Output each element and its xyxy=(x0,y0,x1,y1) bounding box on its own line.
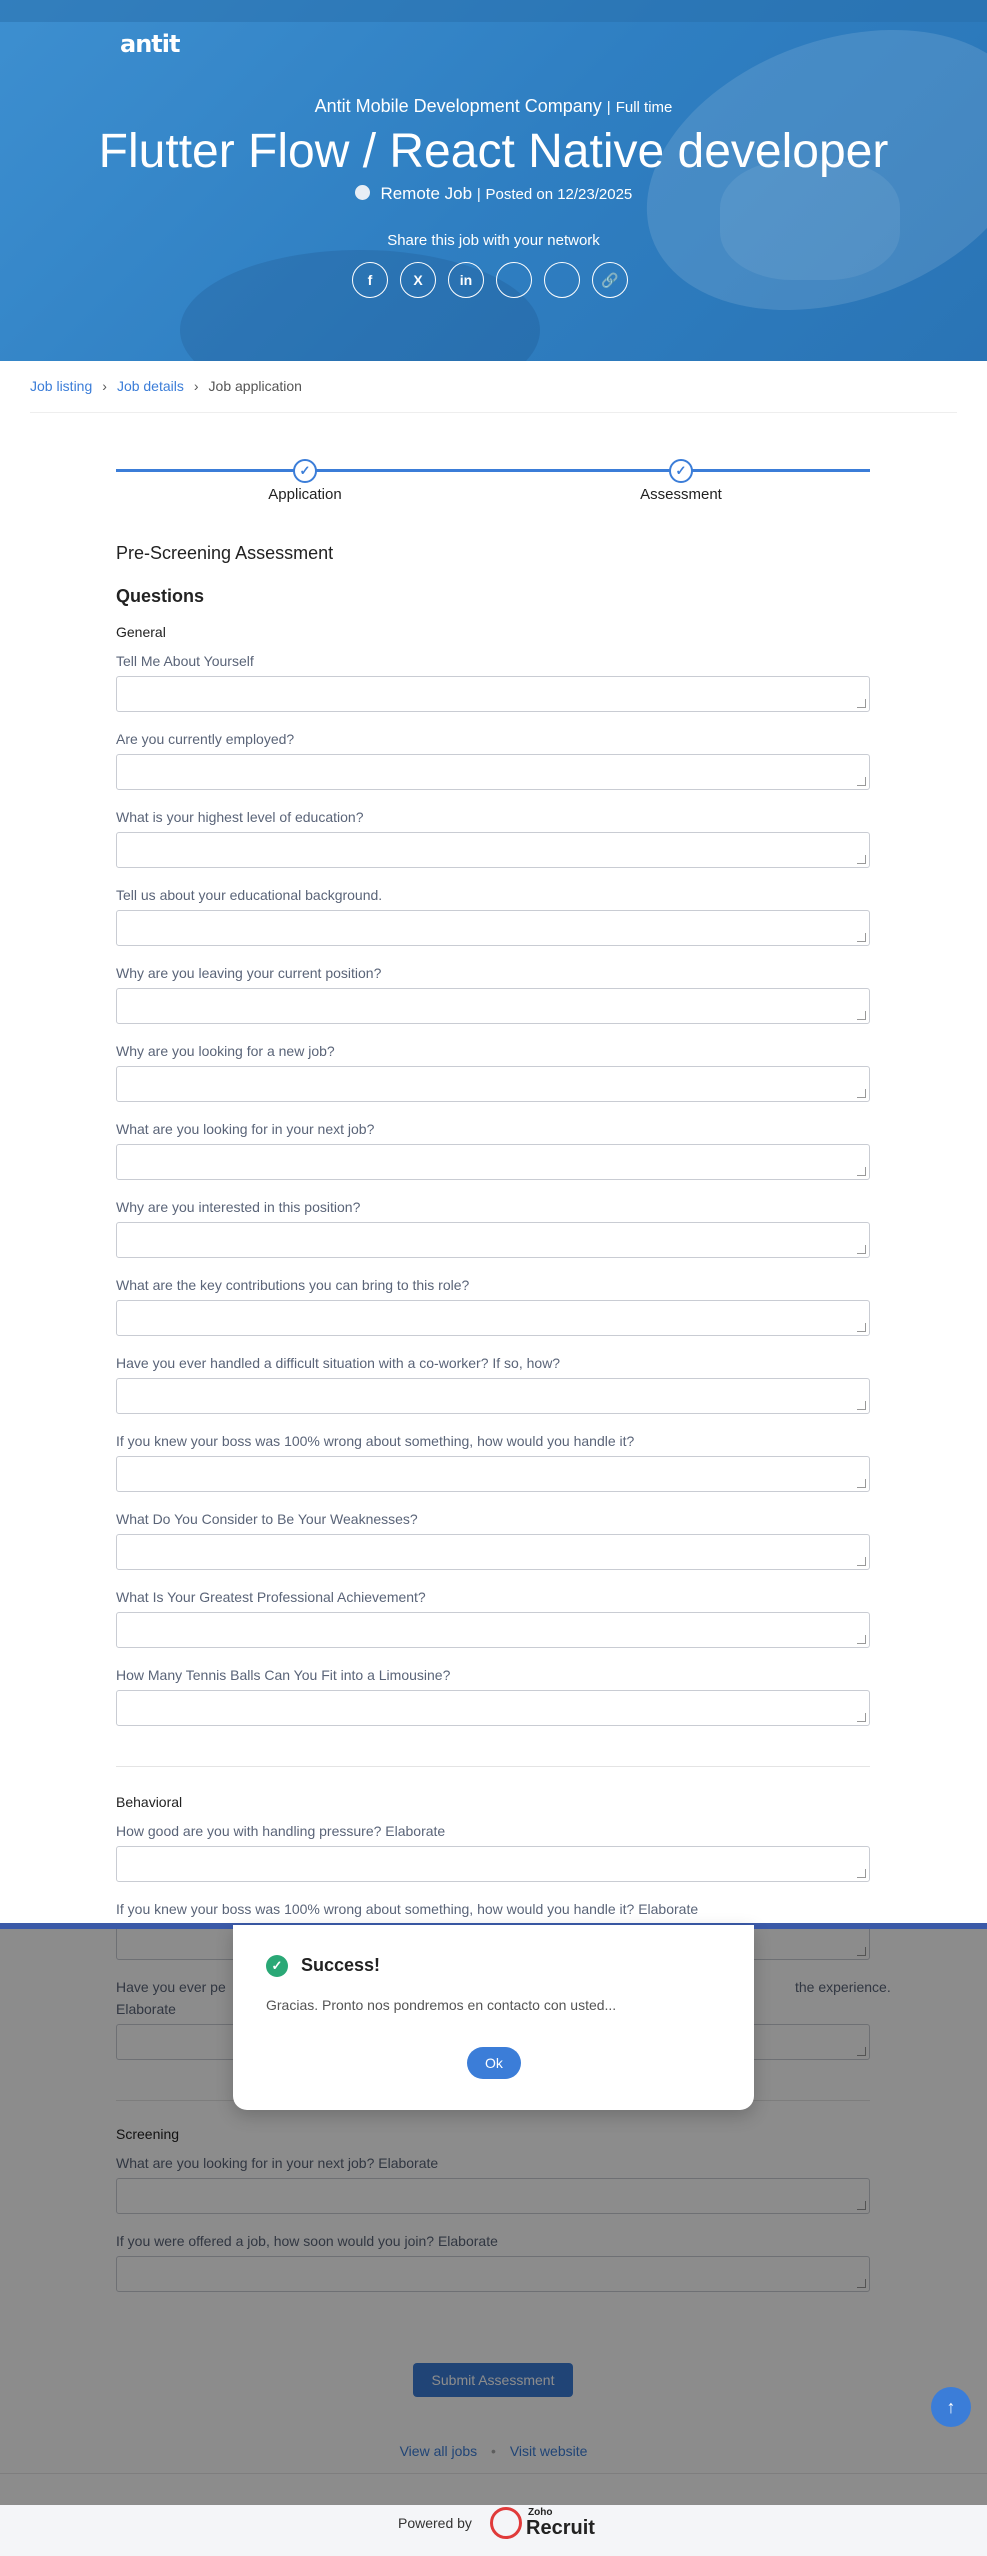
question-label: What are the key contributions you can bring to this role? xyxy=(116,1277,470,1293)
answer-textarea[interactable] xyxy=(116,910,870,946)
x-twitter-icon[interactable]: X xyxy=(400,262,436,298)
globe-icon xyxy=(355,185,370,200)
group-behavioral: Behavioral xyxy=(116,1794,183,1810)
question-label: Tell Me About Yourself xyxy=(116,653,254,669)
share-buttons xyxy=(352,262,636,298)
answer-textarea[interactable] xyxy=(116,676,870,712)
separator: | xyxy=(476,186,481,203)
question-label: Why are you looking for a new job? xyxy=(116,1043,335,1059)
question-label: What is your highest level of education? xyxy=(116,809,364,825)
job-location: Remote Job xyxy=(380,184,473,203)
employment-type: Full time xyxy=(615,99,673,116)
question-label: Have you ever handled a difficult situation with a co-worker? If so, how? xyxy=(116,1355,561,1371)
dialog-message: Gracias. Pronto nos pondremos en contacto con usted... xyxy=(266,1997,617,2013)
question-label: If you were offered a job, how soon would you join? Elaborate xyxy=(116,2233,498,2249)
top-band xyxy=(0,0,987,22)
posted-date: Posted on 12/23/2025 xyxy=(485,186,633,203)
zoho-recruit-logo-icon xyxy=(490,2507,522,2539)
visit-website-link[interactable]: Visit website xyxy=(509,2443,588,2459)
breadcrumb-job-listing[interactable]: Job listing xyxy=(30,378,93,394)
share-label: Share this job with your network xyxy=(387,232,600,249)
question-label-partial-line2: Elaborate xyxy=(116,2001,176,2017)
chevron-right-icon: › xyxy=(193,378,199,394)
question-label: Why are you interested in this position? xyxy=(116,1199,361,1215)
job-title: Flutter Flow / React Native developer xyxy=(98,125,889,178)
powered-by-label: Powered by xyxy=(398,2515,472,2531)
question-label: Why are you leaving your current position? xyxy=(116,965,382,981)
group-screening: Screening xyxy=(116,2126,180,2142)
copy-link-icon[interactable]: 🔗 xyxy=(592,262,628,298)
step-application: Application xyxy=(268,486,342,503)
scroll-to-top-button[interactable] xyxy=(931,2387,971,2427)
powered-by-bar xyxy=(0,2505,987,2556)
chevron-right-icon: › xyxy=(102,378,107,394)
success-dialog xyxy=(233,1925,754,2110)
zoho-brand: Zoho xyxy=(528,2507,553,2518)
answer-textarea[interactable] xyxy=(116,754,870,790)
share-icon[interactable] xyxy=(544,262,580,298)
separator: | xyxy=(606,99,611,116)
answer-textarea[interactable] xyxy=(116,1456,870,1492)
submit-assessment-button[interactable]: Submit Assessment xyxy=(413,2363,573,2397)
answer-textarea[interactable] xyxy=(116,988,870,1024)
question-label: Tell us about your educational background. xyxy=(116,887,383,903)
share-icon[interactable] xyxy=(496,262,532,298)
question-label: What Is Your Greatest Professional Achievement? xyxy=(116,1589,426,1605)
check-icon: ✓ xyxy=(293,459,317,483)
group-divider xyxy=(116,1766,870,1767)
section-title: Pre-Screening Assessment xyxy=(116,543,334,563)
ok-button[interactable]: Ok xyxy=(467,2047,521,2079)
success-check-icon: ✓ xyxy=(266,1955,288,1977)
arrow-up-icon: ↑ xyxy=(946,2396,956,2417)
breadcrumb-divider xyxy=(30,412,957,413)
stepper-track xyxy=(116,469,870,472)
view-all-jobs-link[interactable]: View all jobs xyxy=(399,2443,478,2459)
answer-textarea[interactable] xyxy=(116,1846,870,1882)
group-general: General xyxy=(116,624,166,640)
questions-title: Questions xyxy=(116,586,205,606)
company-name: Antit Mobile Development Company xyxy=(314,96,602,116)
question-label: What are you looking for in your next job? xyxy=(116,1121,375,1137)
dialog-title: Success! xyxy=(301,1955,381,1975)
check-icon: ✓ xyxy=(669,459,693,483)
question-label: How good are you with handling pressure? Elaborate xyxy=(116,1823,446,1839)
answer-textarea[interactable] xyxy=(116,1534,870,1570)
answer-textarea[interactable] xyxy=(116,1300,870,1336)
facebook-icon[interactable]: f xyxy=(352,262,388,298)
job-meta xyxy=(0,184,987,204)
breadcrumb-job-details[interactable]: Job details xyxy=(116,378,184,394)
company-logo[interactable]: antit xyxy=(120,30,180,58)
question-label: How Many Tennis Balls Can You Fit into a Limousine? xyxy=(116,1667,451,1683)
company-line xyxy=(0,96,987,117)
question-label-partial: Have you ever pe xyxy=(116,1979,226,1995)
question-label-partial-end: the experience. xyxy=(795,1979,891,1995)
linkedin-icon[interactable]: in xyxy=(448,262,484,298)
answer-textarea[interactable] xyxy=(116,1612,870,1648)
recruit-brand[interactable]: Recruit xyxy=(526,2517,595,2539)
step-assessment: Assessment xyxy=(640,486,722,503)
answer-textarea[interactable] xyxy=(116,1378,870,1414)
breadcrumb-current: Job application xyxy=(208,378,302,394)
answer-textarea[interactable] xyxy=(116,1222,870,1258)
job-header-banner xyxy=(0,0,987,361)
question-label: What Do You Consider to Be Your Weaknesses? xyxy=(116,1511,418,1527)
dot-separator: • xyxy=(491,2443,496,2459)
answer-textarea[interactable] xyxy=(116,832,870,868)
answer-textarea[interactable] xyxy=(116,1144,870,1180)
breadcrumb xyxy=(30,378,302,394)
question-label: If you knew your boss was 100% wrong about something, how would you handle it? xyxy=(116,1433,635,1449)
question-label: Are you currently employed? xyxy=(116,731,295,747)
question-label: If you knew your boss was 100% wrong about something, how would you handle it? Elaborate xyxy=(116,1901,699,1917)
answer-textarea[interactable] xyxy=(116,1066,870,1102)
question-label: What are you looking for in your next job? Elaborate xyxy=(116,2155,439,2171)
answer-textarea[interactable] xyxy=(116,1690,870,1726)
